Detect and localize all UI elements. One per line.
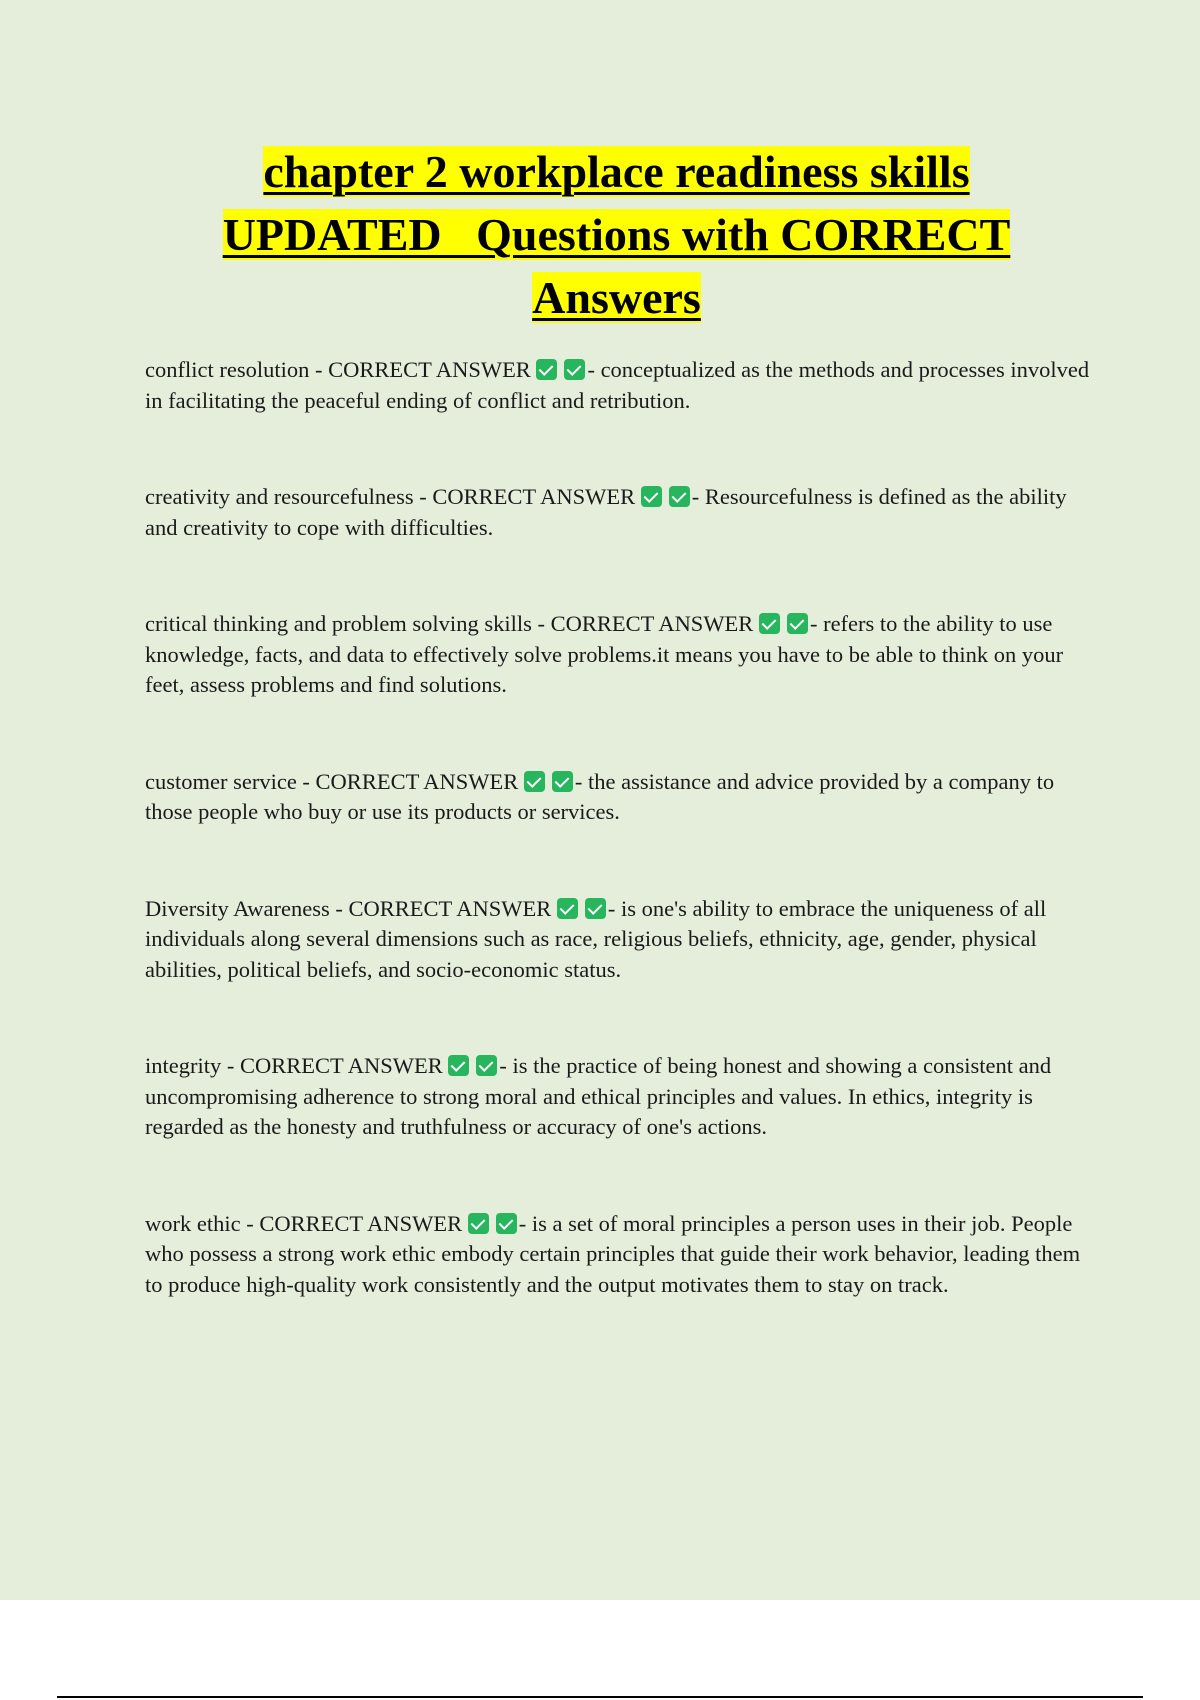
entry-term: creativity and resourcefulness - CORRECT ANSWER: [145, 484, 636, 509]
entry-definition: - is the practice of being honest and showing a consistent and uncompromising adherence to strong moral and ethical principles and values. In ethics, integrity is regarded as the honesty and truthfulness or accuracy of one's actions.: [145, 1053, 1052, 1139]
qa-entry-critical-thinking: [145, 609, 1095, 701]
check-mark-icon: [759, 613, 780, 634]
qa-entry-integrity: [145, 1051, 1095, 1143]
entry-definition: - is a set of moral principles a person uses in their job. People who possess a strong work ethic embody certain principles that guide their work behavior, leading them to produce high-quality work consistently and the output motivates them to stay on track.: [145, 1210, 1081, 1297]
check-mark-icon: [564, 359, 585, 380]
check-mark-icon: [496, 1213, 517, 1234]
qa-list: [145, 355, 1095, 1366]
entry-definition: - Resourcefulness is defined as the ability and creativity to cope with difficulties.: [145, 484, 1067, 540]
entry-definition: - refers to the ability to use knowledge, facts, and data to effectively solve problems.it means you have to be able to think on your feet, assess problems and find solutions.: [145, 611, 1064, 697]
entry-term: customer service - CORRECT ANSWER: [145, 768, 519, 794]
check-mark-icon: [476, 1055, 497, 1076]
entry-definition: - the assistance and advice provided by a company to those people who buy or use its products or services.: [145, 768, 1055, 824]
footer-divider: [57, 1696, 1143, 1698]
check-mark-icon: [669, 486, 690, 507]
qa-entry-work-ethic: [145, 1209, 1095, 1301]
entry-term: Diversity Awareness - CORRECT ANSWER: [145, 895, 552, 921]
check-mark-icon: [552, 771, 573, 792]
check-mark-icon: [585, 898, 606, 919]
qa-entry-creativity: [145, 482, 1095, 543]
check-mark-icon: [448, 1055, 469, 1076]
entry-term: conflict resolution - CORRECT ANSWER: [145, 357, 531, 382]
qa-entry-diversity-awareness: [145, 894, 1095, 986]
check-mark-icon: [468, 1213, 489, 1234]
qa-entry-conflict-resolution: [145, 355, 1095, 416]
title-line-1: chapter 2 workplace readiness skills: [263, 146, 970, 197]
entry-definition: - is one's ability to embrace the uniqueness of all individuals along several dimensions such as race, religious beliefs, ethnicity, age, gender, physical abilities, political beliefs, and socio-economic status.: [145, 895, 1047, 982]
check-mark-icon: [787, 613, 808, 634]
entry-term: critical thinking and problem solving skills - CORRECT ANSWER: [145, 611, 754, 636]
title-line-3: Answers: [532, 272, 701, 323]
entry-term: work ethic - CORRECT ANSWER: [145, 1210, 463, 1236]
entry-definition: - conceptualized as the methods and processes involved in facilitating the peaceful ending of conflict and retribution.: [145, 357, 1090, 413]
check-mark-icon: [524, 771, 545, 792]
entry-term: integrity - CORRECT ANSWER: [145, 1053, 443, 1078]
check-mark-icon: [641, 486, 662, 507]
document-title: [120, 140, 1113, 329]
check-mark-icon: [536, 359, 557, 380]
qa-entry-customer-service: [145, 767, 1095, 828]
check-mark-icon: [557, 898, 578, 919]
title-line-2: UPDATED Questions with CORRECT: [222, 209, 1011, 260]
